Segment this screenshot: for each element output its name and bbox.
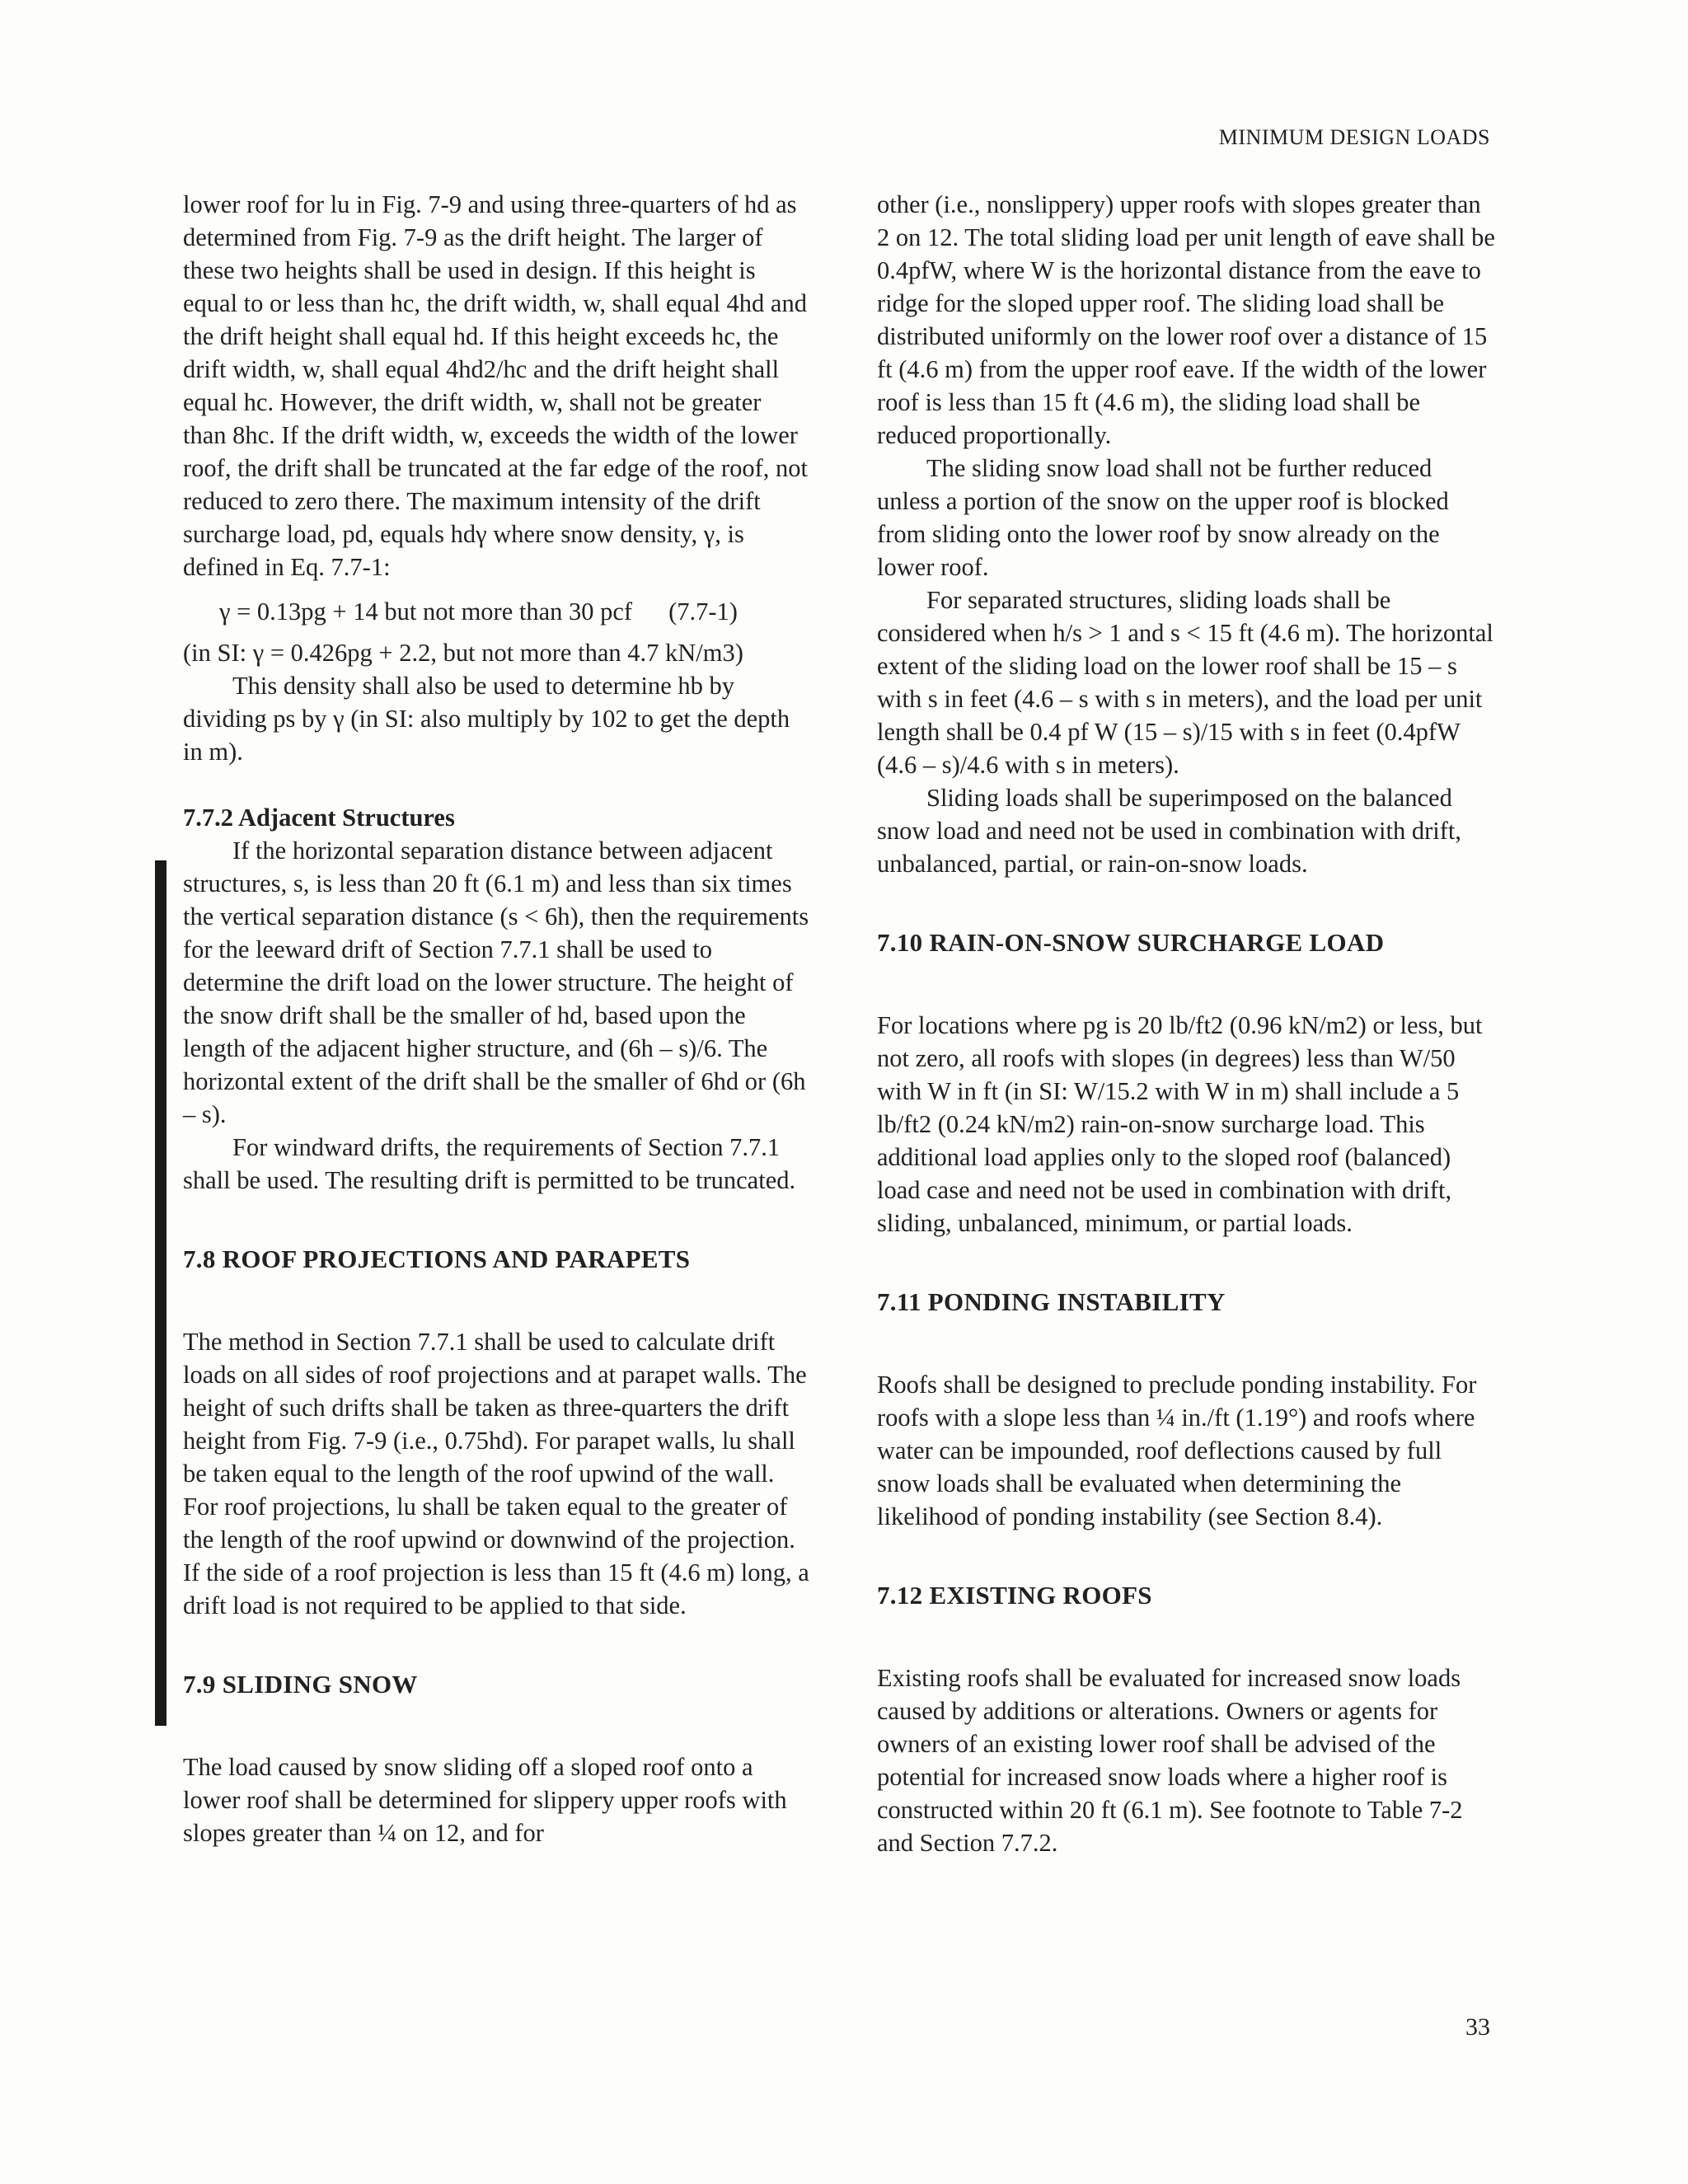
paragraph: The method in Section 7.7.1 shall be used to calculate drift loads on all sides of roof projections and at parapet walls. The height of such drifts shall be taken as three-quarters the drift height from Fig. 7-9 (i.e., 0.75hd). For parapet walls, lu shall be taken equal to the length of the roof upwind of the wall. For roof projections, lu shall be taken equal to the greater of the length of the roof upwind or downwind of the projection. If the side of a roof projection is less than 15 ft (4.6 m) long, a drift load is not required to be applied to that side.	[183, 1328, 809, 1619]
section-heading-7-12: 7.12 EXISTING ROOFS	[877, 1581, 1152, 1610]
paragraph: If the horizontal separation distance between adjacent structures, s, is less than 20 ft (6.1 m) and less than six times the vertical separation distance (s < 6h), then the requirements for the leeward drift of Section 7.7.1 shall be used to determine the drift load on the lower structure. The height of the snow drift shall be the smaller of hd, based upon the length of the adjacent higher structure, and (6h – s)/6. The horizontal extent of the drift shall be the smaller of 6hd or (6h – s).	[183, 837, 809, 1128]
equation-text: γ = 0.13pg + 14 but not more than 30 pcf	[219, 598, 633, 626]
section-heading-7-9: 7.9 SLIDING SNOW	[183, 1670, 418, 1699]
equation-7-7-1	[219, 595, 809, 628]
section-heading-7-8: 7.8 ROOF PROJECTIONS AND PARAPETS	[183, 1244, 691, 1273]
page-number: 33	[1465, 2013, 1490, 2041]
paragraph: For locations where pg is 20 lb/ft2 (0.96 kN/m2) or less, but not zero, all roofs with slopes (in degrees) less than W/50 with W in ft (in SI: W/15.2 with W in m) shall include a 5 lb/ft2 (0.24 kN/m2) rain-on-snow surcharge load. This additional load applies only to the sloped roof (balanced) load case and need not be used in combination with drift, sliding, unbalanced, minimum, or partial loads.	[877, 1011, 1483, 1237]
right-column	[877, 188, 1495, 1859]
revision-change-bar	[155, 860, 166, 1726]
section-heading-7-10: 7.10 RAIN-ON-SNOW SURCHARGE LOAD	[877, 928, 1385, 957]
paragraph: This density shall also be used to determine hb by dividing ps by γ (in SI: also multiply by 102 to get the depth in m).	[183, 672, 790, 766]
paragraph: For separated structures, sliding loads shall be considered when h/s > 1 and s < 15 ft (4.6 m). The horizontal extent of the sliding load on the lower roof shall be 15 – s with s in feet (4.6 – s with s in meters), and the load per unit length shall be 0.4 pf W (15 – s)/15 with s in feet (0.4pfW (4.6 – s)/4.6 with s in meters).	[877, 586, 1493, 779]
paragraph: The load caused by snow sliding off a sloped roof onto a lower roof shall be determined for slippery upper roofs with slopes greater than ¼ on 12, and for	[183, 1753, 787, 1847]
section-heading-7-7-2: 7.7.2 Adjacent Structures	[183, 804, 455, 832]
paragraph: lower roof for lu in Fig. 7-9 and using three-quarters of hd as determined from Fig. 7-9 as the drift height. The larger of these two heights shall be used in design. If this height is equal to or less than hc, the drift width, w, shall equal 4hd and the drift height shall equal hd. If this height exceeds hc, the drift width, w, shall equal 4hd2/hc and the drift height shall equal hc. However, the drift width, w, shall not be greater than 8hc. If the drift width, w, exceeds the width of the lower roof, the drift shall be truncated at the far edge of the roof, not reduced to zero there. The maximum intensity of the drift surcharge load, pd, equals hdγ where snow density, γ, is defined in Eq. 7.7-1:	[183, 190, 808, 581]
paragraph: Roofs shall be designed to preclude ponding instability. For roofs with a slope less than ¼ in./ft (1.19°) and roofs where water can be impounded, roof deflections caused by full snow loads shall be evaluated when determining the likelihood of ponding instability (see Section 8.4).	[877, 1371, 1477, 1530]
paragraph: Sliding loads shall be superimposed on the balanced snow load and need not be used in combination with drift, unbalanced, partial, or rain-on-snow loads.	[877, 784, 1461, 878]
paragraph: other (i.e., nonslippery) upper roofs with slopes greater than 2 on 12. The total sliding load per unit length of eave shall be 0.4pfW, where W is the horizontal distance from the eave to ridge for the sloped upper roof. The sliding load shall be distributed uniformly on the lower roof over a distance of 15 ft (4.6 m) from the upper roof eave. If the width of the lower roof is less than 15 ft (4.6 m), the sliding load shall be reduced proportionally.	[877, 190, 1495, 449]
paragraph: Existing roofs shall be evaluated for increased snow loads caused by additions or alterations. Owners or agents for owners of an existing lower roof shall be advised of the potential for increased snow loads where a higher roof is constructed within 20 ft (6.1 m). See footnote to Table 7-2 and Section 7.7.2.	[877, 1664, 1463, 1857]
left-column	[183, 188, 809, 1849]
running-head: MINIMUM DESIGN LOADS	[1218, 125, 1490, 149]
equation-number: (7.7-1)	[668, 598, 738, 626]
paragraph: The sliding snow load shall not be further reduced unless a portion of the snow on the upper roof is blocked from sliding onto the lower roof by snow already on the lower roof.	[877, 454, 1449, 581]
paragraph: For windward drifts, the requirements of Section 7.7.1 shall be used. The resulting drift is permitted to be truncated.	[183, 1133, 796, 1194]
si-equation: (in SI: γ = 0.426pg + 2.2, but not more than 4.7 kN/m3)	[183, 639, 743, 667]
section-heading-7-11: 7.11 PONDING INSTABILITY	[877, 1287, 1226, 1316]
